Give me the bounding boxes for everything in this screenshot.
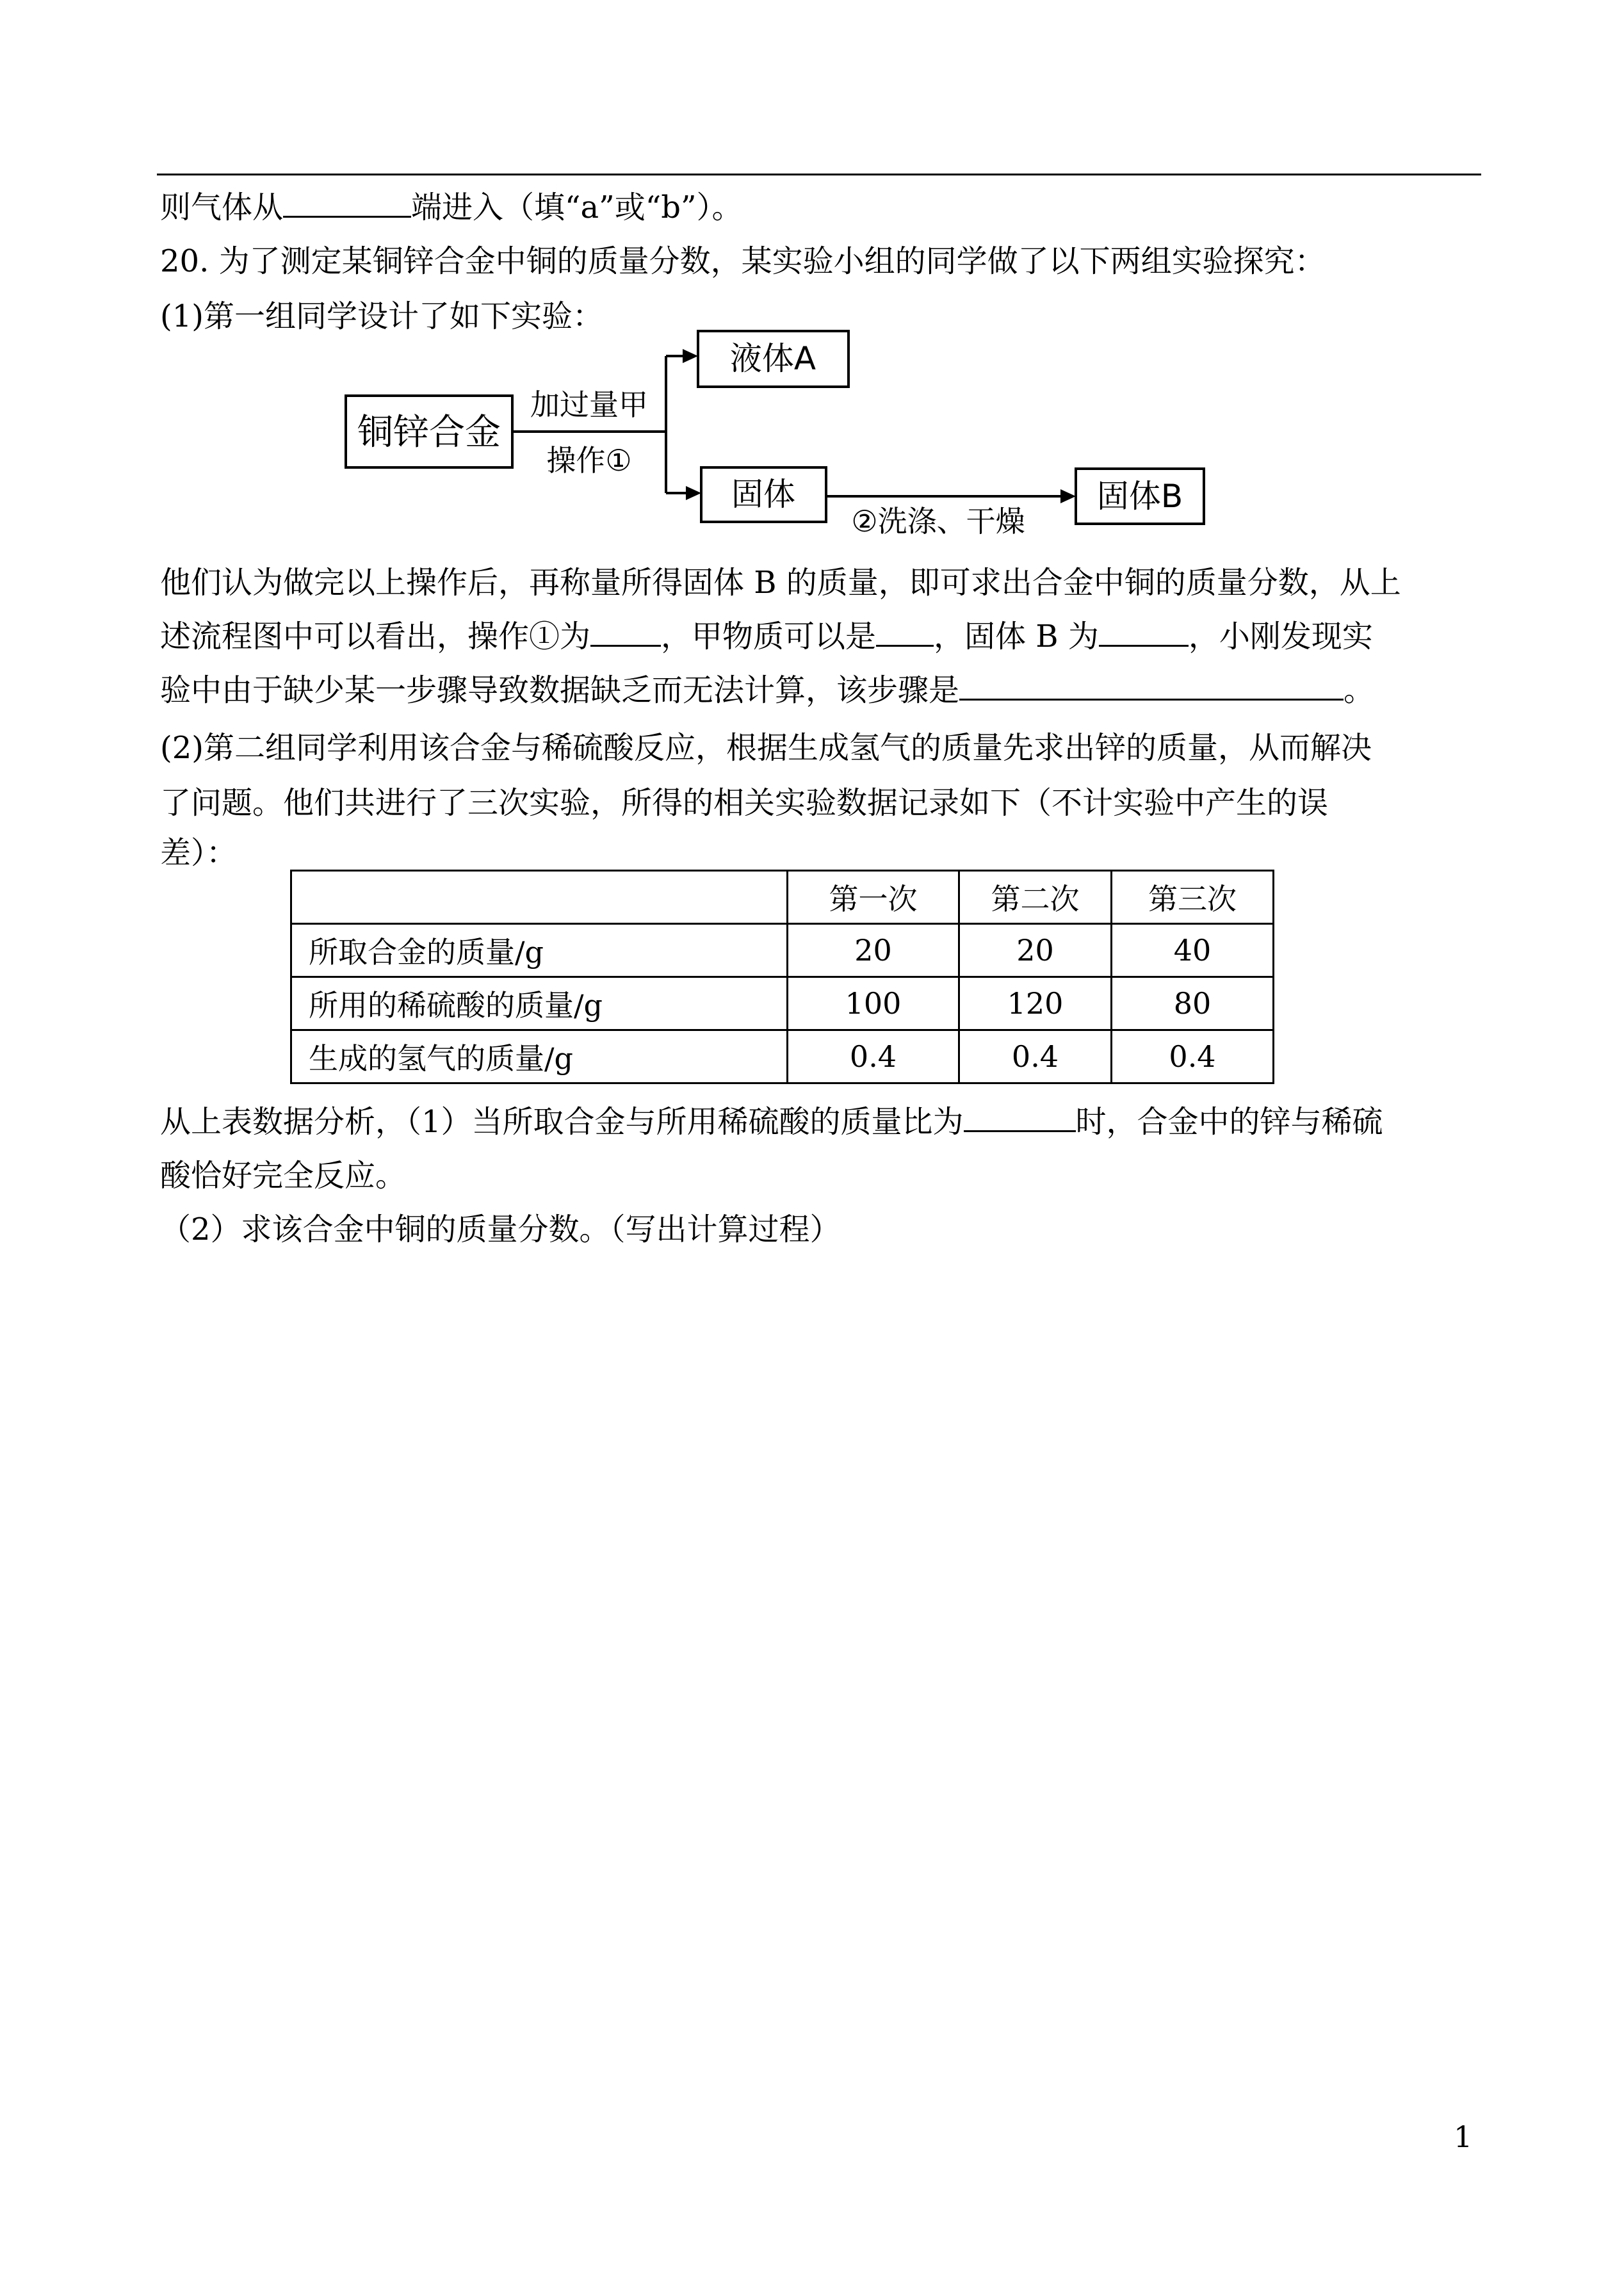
table-header-cell	[291, 871, 788, 924]
alloy-label: 铜锌合金	[357, 412, 501, 453]
paragraph-line: 差）：	[160, 835, 238, 871]
sub-question-1: (1)第一组同学设计了如下实验：	[160, 298, 603, 334]
paragraph-line	[160, 610, 1479, 663]
text-span: 时，合金中的锌与稀硫	[1075, 1104, 1383, 1140]
paragraph-line	[160, 663, 1479, 717]
table-row	[291, 924, 1274, 977]
analysis-question-2: （2）求该合金中铜的质量分数。（写出计算过程）	[160, 1212, 841, 1247]
operation-label: 操作①	[546, 443, 632, 478]
table-cell: 20	[788, 924, 959, 977]
answer-blank-step[interactable]	[959, 665, 1344, 701]
table-cell: 80	[1112, 977, 1274, 1030]
text-span: 验中由于缺少某一步骤导致数据缺乏而无法计算，该步骤是	[160, 672, 960, 708]
text-span: ，固体 B 为	[934, 619, 1099, 654]
row-label: 生成的氢气的质量/g	[291, 1030, 788, 1083]
text-span: ，小刚发现实	[1188, 619, 1373, 654]
answer-blank-ratio[interactable]	[964, 1097, 1076, 1132]
analysis-line	[160, 1095, 1479, 1149]
table-cell: 20	[959, 924, 1112, 977]
table-row	[291, 1030, 1274, 1083]
answer-blank-substance[interactable]	[876, 612, 934, 647]
table-cell: 0.4	[788, 1030, 959, 1083]
text-span: 端进入（填“a”或“b”）。	[411, 190, 743, 225]
experiment-flowchart	[0, 0, 1624, 564]
paragraph-line: 他们认为做完以上操作后，再称量所得固体 B 的质量，即可求出合金中铜的质量分数，从上	[160, 565, 1401, 601]
reagent-label: 加过量甲	[530, 387, 648, 422]
table-header-row	[291, 871, 1274, 924]
analysis-line: 酸恰好完全反应。	[160, 1158, 407, 1194]
text-span: ，甲物质可以是	[661, 619, 877, 654]
wash-dry-label: ②洗涤、干燥	[851, 504, 1025, 539]
table-cell: 120	[959, 977, 1112, 1030]
question-stem: 20. 为了测定某铜锌合金中铜的质量分数，某实验小组的同学做了以下两组实验探究：	[160, 243, 1326, 279]
page-number: 1	[1454, 2120, 1473, 2154]
table-header-cell: 第一次	[788, 871, 959, 924]
table-cell: 0.4	[1112, 1030, 1274, 1083]
arrow-head	[1060, 489, 1076, 503]
paragraph-line: 了问题。他们共进行了三次实验，所得的相关实验数据记录如下（不计实验中产生的误	[160, 785, 1329, 821]
solid-label: 固体	[731, 476, 795, 513]
arrow-head	[683, 349, 698, 363]
answer-blank-solid-b[interactable]	[1099, 612, 1189, 647]
table-cell: 100	[788, 977, 959, 1030]
text-span: 。	[1344, 672, 1375, 708]
table-cell: 0.4	[959, 1030, 1112, 1083]
text-span: 则气体从	[160, 190, 284, 225]
row-label: 所用的稀硫酸的质量/g	[291, 977, 788, 1030]
table-header-cell: 第三次	[1112, 871, 1274, 924]
table-cell: 40	[1112, 924, 1274, 977]
text-span: 述流程图中可以看出，操作①为	[160, 619, 591, 654]
sub-question-2: (2)第二组同学利用该合金与稀硫酸反应，根据生成氢气的质量先求出锌的质量，从而解决	[160, 730, 1372, 766]
experiment-data-table	[290, 870, 1274, 1084]
table-row	[291, 977, 1274, 1030]
liquid-a-label: 液体A	[729, 340, 816, 377]
solid-b-label: 固体B	[1096, 478, 1183, 515]
text-span: 从上表数据分析，（1）当所取合金与所用稀硫酸的质量比为	[160, 1104, 964, 1140]
arrow-head	[686, 486, 701, 500]
answer-blank-operation[interactable]	[590, 612, 661, 647]
row-label: 所取合金的质量/g	[291, 924, 788, 977]
table-header-cell: 第二次	[959, 871, 1112, 924]
